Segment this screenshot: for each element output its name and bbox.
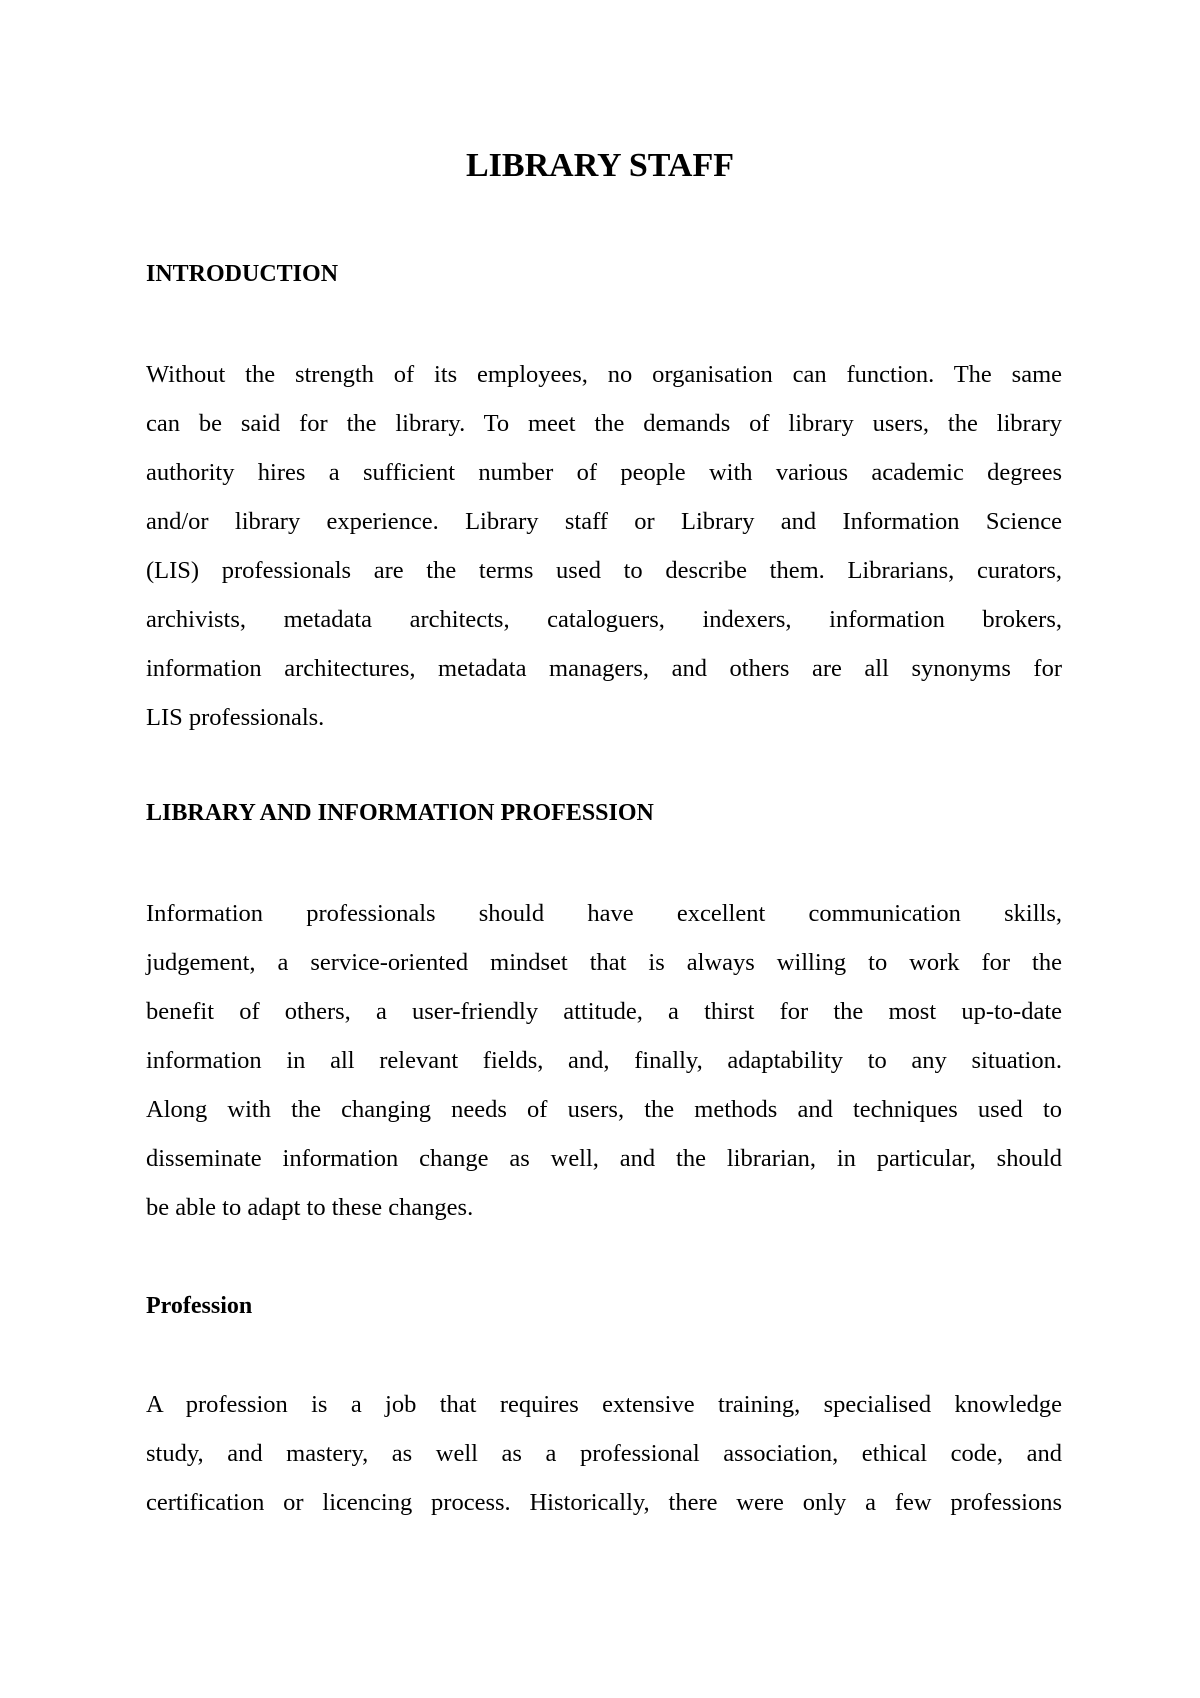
section-heading-introduction: INTRODUCTION: [146, 261, 339, 287]
paragraph-introduction: [146, 350, 1062, 742]
text-line: disseminate information change as well, and the librarian, in particular, should: [146, 1145, 1062, 1172]
text-line: A profession is a job that requires extensive training, specialised knowledge: [146, 1391, 1062, 1418]
text-line: archivists, metadata architects, cataloguers, indexers, information brokers,: [146, 606, 1062, 633]
paragraph-profession: [146, 1380, 1062, 1527]
document-title: LIBRARY STAFF: [466, 147, 734, 184]
text-line: study, and mastery, as well as a professional association, ethical code, and: [146, 1440, 1062, 1467]
text-line: judgement, a service-oriented mindset that is always willing to work for the: [146, 949, 1062, 976]
text-line: Without the strength of its employees, no organisation can function. The same: [146, 361, 1062, 388]
text-line: information architectures, metadata managers, and others are all synonyms for: [146, 655, 1062, 682]
paragraph-library-and-information-profession: [146, 889, 1062, 1232]
section-heading-profession: Profession: [146, 1293, 253, 1319]
text-line: information in all relevant fields, and, finally, adaptability to any situation.: [146, 1047, 1062, 1074]
text-line: Along with the changing needs of users, the methods and techniques used to: [146, 1096, 1062, 1123]
text-line: benefit of others, a user-friendly attitude, a thirst for the most up-to-date: [146, 998, 1062, 1025]
text-line: be able to adapt to these changes.: [146, 1194, 474, 1221]
text-line: certification or licencing process. Historically, there were only a few professions: [146, 1489, 1062, 1516]
text-line: authority hires a sufficient number of people with various academic degrees: [146, 459, 1062, 486]
text-line: can be said for the library. To meet the demands of library users, the library: [146, 410, 1062, 437]
text-line: LIS professionals.: [146, 704, 325, 731]
text-line: (LIS) professionals are the terms used to describe them. Librarians, curators,: [146, 557, 1062, 584]
section-heading-library-and-information-profession: LIBRARY AND INFORMATION PROFESSION: [146, 800, 654, 826]
text-line: and/or library experience. Library staff or Library and Information Science: [146, 508, 1062, 535]
text-line: Information professionals should have excellent communication skills,: [146, 900, 1062, 927]
